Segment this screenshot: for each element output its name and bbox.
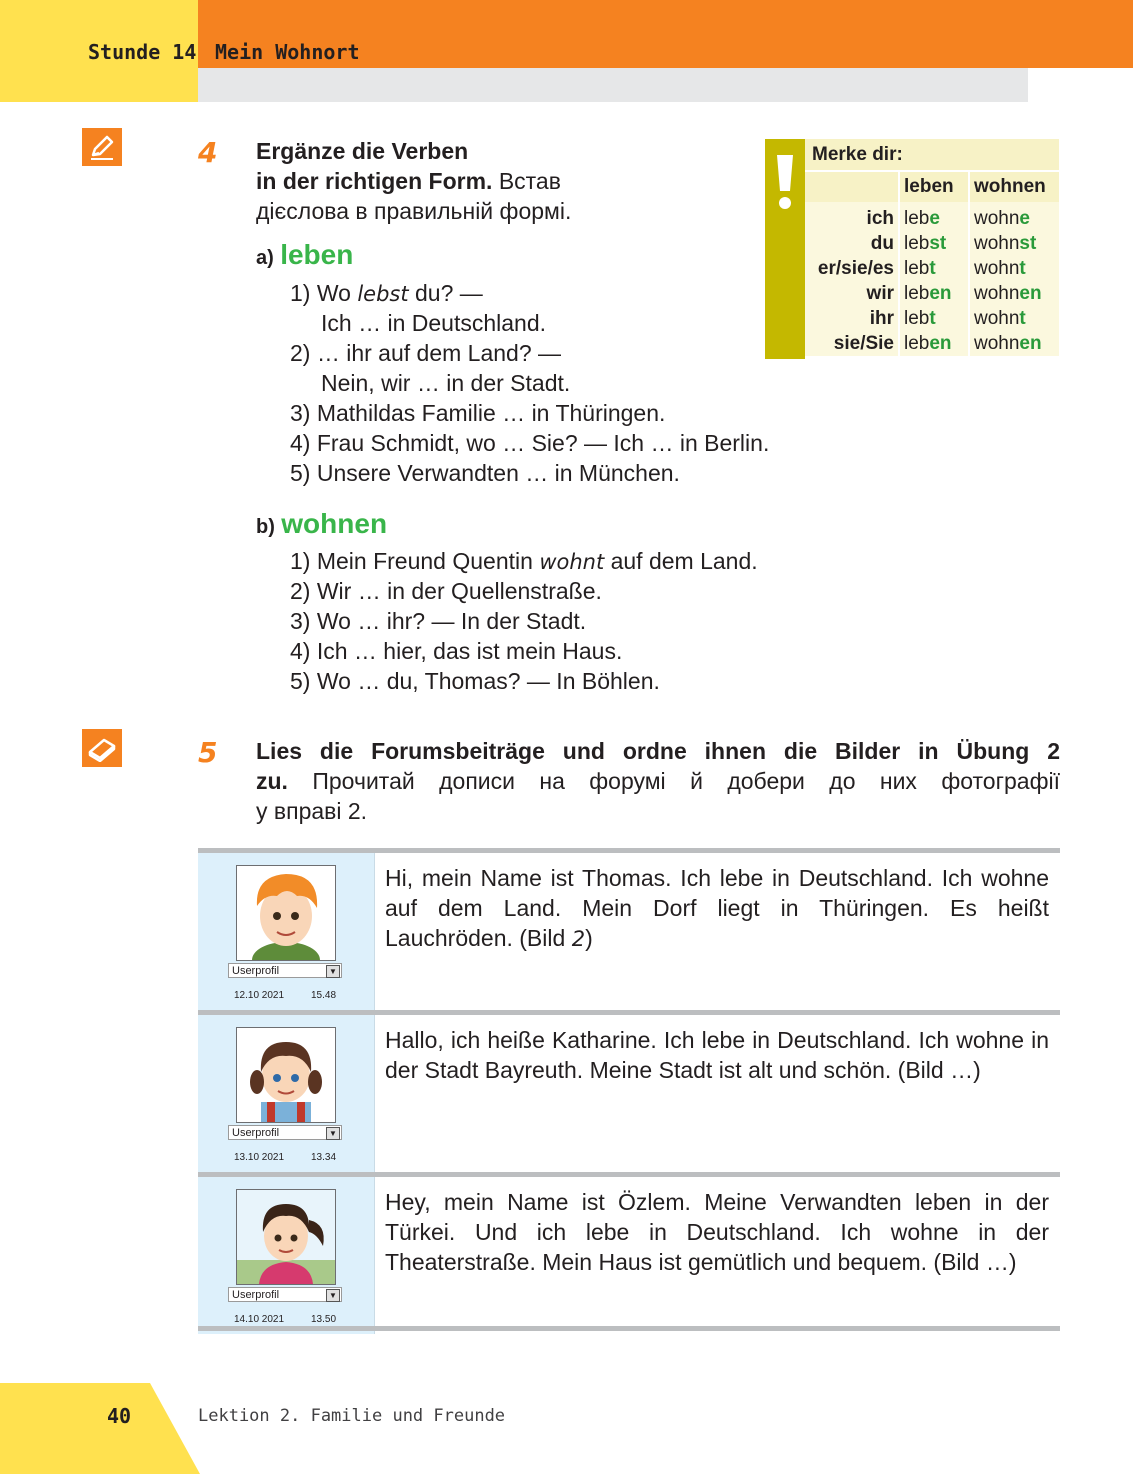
- header-empty-cell: [805, 171, 899, 202]
- ex4-b-item-5: [290, 666, 660, 696]
- dropdown-arrow-icon[interactable]: ▼: [326, 1127, 340, 1140]
- ex5-instruction-uk-2: у вправі 2.: [256, 798, 368, 824]
- grammar-note-box: [765, 139, 1059, 359]
- page-number: 40: [107, 1404, 132, 1428]
- userprofile-label: Userprofil: [232, 1127, 280, 1139]
- forum-bottom-divider: [198, 1326, 1060, 1331]
- pronoun-cell: er/sie/es: [805, 256, 899, 281]
- avatar-thomas: [236, 865, 336, 961]
- item-text: Wo … du, Thomas? — In Böhlen.: [316, 668, 660, 694]
- ex4-a-item-3: [290, 398, 665, 428]
- dropdown-arrow-icon[interactable]: ▼: [326, 1289, 340, 1302]
- forum-post: [198, 848, 1060, 1010]
- lesson-number: Stunde 14: [88, 40, 197, 64]
- userprofile-dropdown[interactable]: [228, 1125, 342, 1140]
- page-title: Mein Wohnort: [215, 40, 360, 64]
- pronoun-cell: du: [805, 231, 899, 256]
- leben-form: lebt: [899, 256, 969, 281]
- post-text: Hallo, ich heiße Katharine. Ich lebe in Deutschland. Ich wohne in der Stadt Bayreuth. Meine Stadt ist alt und schön. (Bild …): [385, 1027, 1049, 1083]
- post-sidebar: [198, 853, 375, 1010]
- item-number: 1): [290, 548, 311, 574]
- item-text: Wo … ihr? — In der Stadt.: [316, 608, 587, 634]
- header-leben: leben: [899, 171, 969, 202]
- table-row: [805, 231, 1059, 256]
- item-number: 5): [290, 460, 311, 486]
- ex4-a-item-5: [290, 458, 680, 488]
- ex4-b-letter: b): [256, 516, 275, 538]
- exclamation-bar: [765, 139, 805, 359]
- ex4-a-item-1-cont: Ich … in Deutschland.: [321, 310, 547, 336]
- table-row: [805, 202, 1059, 231]
- item-number: 3): [290, 400, 311, 426]
- table-row: [805, 281, 1059, 306]
- item-number: 2): [290, 578, 311, 604]
- post-time: 13.34: [311, 1152, 337, 1163]
- ex4-a-item-4: [290, 428, 769, 458]
- leben-form: lebst: [899, 231, 969, 256]
- pronoun-cell: wir: [805, 281, 899, 306]
- ex4-b-item-1: [290, 546, 758, 577]
- post-text: Hey, mein Name ist Özlem. Meine Verwandten leben in der Türkei. Und ich lebe in Deutschland. Ich wohne in der Theaterstraße. Mein Haus ist gemütlich und bequem. (Bild …): [385, 1189, 1049, 1275]
- item-number: 5): [290, 668, 311, 694]
- post-time: 15.48: [311, 990, 337, 1001]
- table-row: [805, 331, 1059, 356]
- dropdown-arrow-icon[interactable]: ▼: [326, 965, 340, 978]
- handwritten-answer: wohnt: [539, 550, 605, 574]
- leben-form: lebe: [899, 202, 969, 231]
- item-text: Wo: [316, 280, 351, 306]
- userprofile-label: Userprofil: [232, 1289, 280, 1301]
- ex4-a-heading: [256, 240, 353, 273]
- item-text: … ihr auf dem Land? —: [316, 340, 562, 366]
- pencil-icon: [82, 128, 122, 166]
- ex4-instruction-uk-1: Встав: [498, 168, 561, 194]
- grammar-note-title: Merke dir:: [812, 144, 903, 165]
- post-time: 13.50: [311, 1314, 337, 1325]
- footer-page-tab: [0, 1383, 200, 1474]
- leben-form: leben: [899, 331, 969, 356]
- ex4-b-heading: [256, 509, 387, 542]
- handwritten-answer: lebst: [357, 282, 409, 306]
- wohnen-form: wohnen: [969, 331, 1059, 356]
- table-row: [805, 256, 1059, 281]
- header-gray-strip: [198, 68, 1028, 102]
- ex4-b-item-4: [290, 636, 622, 666]
- exercise-5-number: 5: [198, 736, 218, 769]
- exercise-4-number: 4: [198, 136, 218, 169]
- wohnen-form: wohnst: [969, 231, 1059, 256]
- leben-form: lebt: [899, 306, 969, 331]
- item-text: Frau Schmidt, wo … Sie? — Ich … in Berlin.: [316, 430, 770, 456]
- item-text: Ich … hier, das ist mein Haus.: [316, 638, 623, 664]
- ex4-b-item-3: [290, 606, 586, 636]
- header-wohnen: wohnen: [969, 171, 1059, 202]
- ex5-instruction-de-2: zu.: [256, 768, 288, 794]
- ex4-b-item-2: [290, 576, 602, 606]
- ex4-a-item-2: [290, 338, 561, 368]
- item-number: 2): [290, 340, 311, 366]
- forum-post: [198, 1010, 1060, 1172]
- post-body: Hi, mein Name ist Thomas. Ich lebe in Deutschland. Ich wohne auf dem Land. Mein Dorf liegt in Thüringen. Es heißt Lauchröden. (Bild: [385, 865, 1049, 951]
- ex5-instruction-uk-1: Прочитай дописи на форумі й добери до них фотографії: [312, 768, 1060, 794]
- footer-lesson-title: Lektion 2. Familie und Freunde: [198, 1406, 506, 1426]
- ex4-instruction-uk-2: дієслова в правильній формі.: [256, 198, 572, 224]
- item-text: Mein Freund Quentin: [316, 548, 533, 574]
- ex4-a-letter: a): [256, 247, 274, 269]
- leben-form: leben: [899, 281, 969, 306]
- wohnen-form: wohnt: [969, 306, 1059, 331]
- pronoun-cell: ihr: [805, 306, 899, 331]
- pronoun-cell: sie/Sie: [805, 331, 899, 356]
- post-text: [385, 863, 1049, 954]
- wohnen-form: wohnt: [969, 256, 1059, 281]
- forum-post: [198, 1172, 1060, 1334]
- ex5-instruction-line-2: [256, 766, 1060, 796]
- item-text: auf dem Land.: [610, 548, 758, 574]
- ex4-instruction-de-2: in der richtigen Form.: [256, 168, 493, 194]
- ex5-instruction-de: Lies die Forumsbeiträge und ordne ihnen die Bilder in Übung 2: [256, 738, 1060, 764]
- post-date: 14.10 2021: [234, 1314, 285, 1325]
- item-text: Unsere Verwandten … in München.: [316, 460, 680, 486]
- item-number: 1): [290, 280, 311, 306]
- wohnen-form: wohne: [969, 202, 1059, 231]
- post-closing: ): [585, 925, 593, 951]
- grammar-note-header: [805, 139, 1059, 170]
- forum-posts: [198, 848, 1060, 1334]
- ex4-instruction-line-2: [256, 166, 561, 196]
- post-sidebar: [198, 1177, 375, 1334]
- book-icon: [82, 729, 122, 767]
- post-date: 12.10 2021: [234, 990, 285, 1001]
- post-date: 13.10 2021: [234, 1152, 285, 1163]
- userprofile-dropdown[interactable]: [228, 963, 342, 978]
- pronoun-cell: ich: [805, 202, 899, 231]
- table-header-row: [805, 171, 1059, 202]
- exclamation-icon: [765, 139, 805, 219]
- item-number: 3): [290, 608, 311, 634]
- table-row: [805, 306, 1059, 331]
- wohnen-form: wohnen: [969, 281, 1059, 306]
- item-number: 4): [290, 430, 311, 456]
- item-number: 4): [290, 638, 311, 664]
- ex4-a-item-2-cont: Nein, wir … in der Stadt.: [321, 370, 571, 396]
- userprofile-label: Userprofil: [232, 965, 280, 977]
- ex4-b-verb: wohnen: [281, 508, 388, 539]
- post-sidebar: [198, 1015, 375, 1172]
- item-text: Wir … in der Quellenstraße.: [316, 578, 602, 604]
- avatar-oezlem: [236, 1189, 336, 1285]
- item-text: du? —: [414, 280, 483, 306]
- ex4-a-item-1: [290, 278, 483, 309]
- userprofile-dropdown[interactable]: [228, 1287, 342, 1302]
- ex4-instruction-de-1: Ergänze die Verben: [256, 138, 469, 164]
- handwritten-answer: 2: [571, 927, 586, 951]
- conjugation-table: [805, 170, 1059, 356]
- avatar-katharine: [236, 1027, 336, 1123]
- item-text: Mathildas Familie … in Thüringen.: [316, 400, 666, 426]
- ex4-a-verb: leben: [280, 239, 354, 270]
